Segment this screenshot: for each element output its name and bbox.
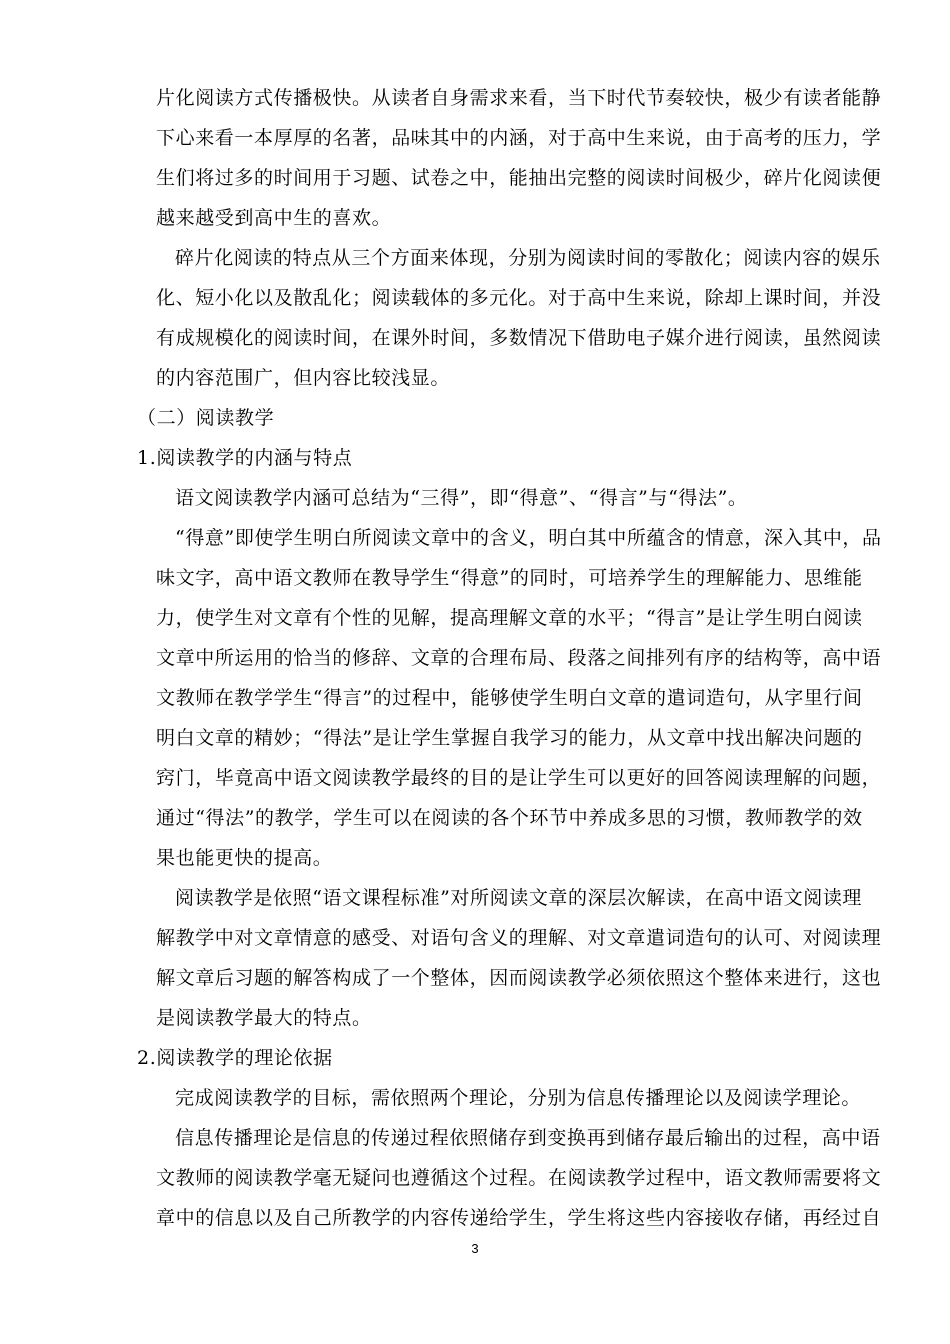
text-line: 片化阅读方式传播极快。从读者自身需求来看，当下时代节奏较快，极少有读者能静	[156, 87, 882, 109]
text-line: 力，使学生对文章有个性的见解，提高理解文章的水平；“得言”是让学生明白阅读	[156, 607, 863, 629]
text-line: 章中的信息以及自己所教学的内容传递给学生，学生将这些内容接收存储，再经过自	[156, 1207, 882, 1229]
text-line: 解教学中对文章情意的感受、对语句含义的理解、对文章遣词造句的认可、对阅读理	[156, 927, 882, 949]
text-line: 下心来看一本厚厚的名著，品味其中的内涵，对于高中生来说，由于高考的压力，学	[156, 127, 882, 149]
page-number: 3	[471, 1241, 479, 1256]
text-line: 味文字，高中语文教师在教导学生“得意”的同时，可培养学生的理解能力、思维能	[156, 567, 863, 589]
text-line: 有成规模化的阅读时间，在课外时间，多数情况下借助电子媒介进行阅读，虽然阅读	[156, 327, 882, 349]
text-line: 完成阅读教学的目标，需依照两个理论，分别为信息传播理论以及阅读学理论。	[175, 1087, 862, 1109]
document-body	[137, 78, 882, 1238]
paragraph	[137, 78, 882, 238]
paragraph	[137, 518, 882, 878]
text-line: 生们将过多的时间用于习题、试卷之中，能抽出完整的阅读时间极少，碎片化阅读便	[156, 167, 882, 189]
text-line: 文章中所运用的恰当的修辞、文章的合理布局、段落之间排列有序的结构等，高中语	[156, 647, 882, 669]
text-line: 信息传播理论是信息的传递过程依照储存到变换再到储存最后输出的过程，高中语	[175, 1127, 881, 1149]
text-line: 2.阅读教学的理论依据	[137, 1047, 333, 1069]
text-line: （二）阅读教学	[137, 407, 275, 429]
text-line: 明白文章的精妙；“得法”是让学生掌握自我学习的能力，从文章中找出解决问题的	[156, 727, 863, 749]
text-line: 语文阅读教学内涵可总结为“三得”，即“得意”、“得言”与“得法”。	[175, 487, 748, 509]
text-line: 碎片化阅读的特点从三个方面来体现，分别为阅读时间的零散化；阅读内容的娱乐	[175, 247, 881, 269]
paragraph	[137, 878, 882, 1038]
paragraph	[137, 478, 861, 518]
text-line: 窍门，毕竟高中语文阅读教学最终的目的是让学生可以更好的回答阅读理解的问题，	[156, 767, 882, 789]
section-heading	[137, 398, 861, 438]
text-line: 果也能更快的提高。	[156, 847, 333, 869]
section-heading	[137, 438, 861, 478]
text-line: 文教师的阅读教学毫无疑问也遵循这个过程。在阅读教学过程中，语文教师需要将文	[156, 1167, 882, 1189]
text-line: 越来越受到高中生的喜欢。	[156, 207, 392, 229]
text-line: 是阅读教学最大的特点。	[156, 1007, 372, 1029]
paragraph	[137, 238, 882, 398]
text-line: 解文章后习题的解答构成了一个整体，因而阅读教学必须依照这个整体来进行，这也	[156, 967, 882, 989]
text-line: 的内容范围广，但内容比较浅显。	[156, 367, 451, 389]
text-line: 阅读教学是依照“语文课程标准”对所阅读文章的深层次解读，在高中语文阅读理	[175, 887, 863, 909]
text-line: 1.阅读教学的内涵与特点	[137, 447, 353, 469]
section-heading	[137, 1038, 861, 1078]
text-line: 文教师在教学学生“得言”的过程中，能够使学生明白文章的遣词造句，从字里行间	[156, 687, 863, 709]
paragraph	[137, 1078, 861, 1118]
text-line: “得意”即使学生明白所阅读文章中的含义，明白其中所蕴含的情意，深入其中，品	[175, 527, 882, 549]
paragraph	[137, 1118, 882, 1238]
text-line: 通过“得法”的教学，学生可以在阅读的各个环节中养成多思的习惯，教师教学的效	[156, 807, 863, 829]
text-line: 化、短小化以及散乱化；阅读载体的多元化。对于高中生来说，除却上课时间，并没	[156, 287, 882, 309]
